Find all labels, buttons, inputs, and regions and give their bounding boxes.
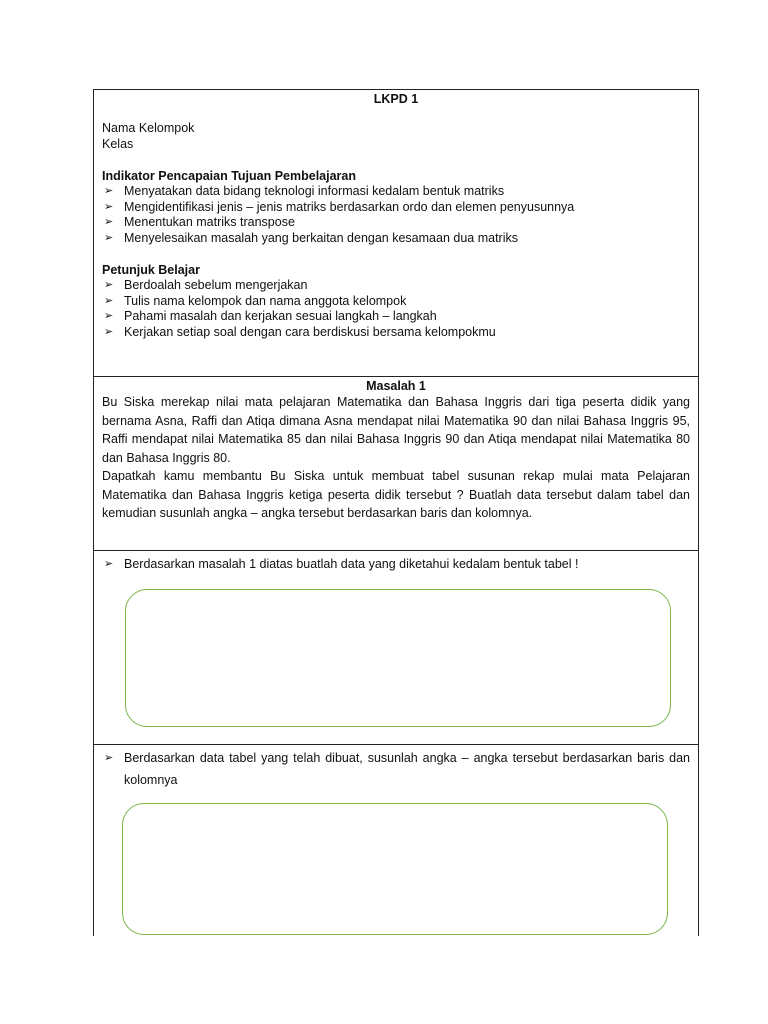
arrow-bullet-icon: ➢ (104, 279, 114, 291)
arrow-bullet-icon: ➢ (104, 558, 114, 570)
arrow-bullet-icon: ➢ (104, 325, 114, 338)
problem-section (94, 377, 698, 551)
answer-box-2[interactable] (122, 803, 668, 935)
problem-paragraph-2: Dapatkah kamu membantu Bu Siska untuk membuat tabel susunan rekap mulai mata Pelajaran Matematika dan Bahasa Inggris ketiga peserta didik tersebut ? Buatlah data tersebut dalam tabel dan kemudian susunlah angka – angka tersebut berdasarkan baris dan kolomnya. (102, 469, 690, 520)
problem-paragraph-1: Bu Siska merekap nilai mata pelajaran Matematika dan Bahasa Inggris dari tiga peserta didik yang bernama Asna, Raffi dan Atiqa dimana Asna mendapat nilai Matematika 90 dan nilai Bahasa Inggris 95, Raffi mendapat nilai Matematika 85 dan nilai Bahasa Inggris 90 dan Atiqa mendapat nilai Matematika 80 dan Bahasa Inggris 80. (102, 395, 690, 465)
list-item: ➢ Berdoalah sebelum mengerjakan (104, 278, 308, 292)
question-2-text: Berdasarkan data tabel yang telah dibuat, susunlah angka – angka tersebut berdasarkan baris dan kolomnya (124, 751, 690, 787)
list-item: ➢ Mengidentifikasi jenis – jenis matriks berdasarkan ordo dan elemen penyusunnya (104, 199, 575, 214)
arrow-bullet-icon: ➢ (104, 216, 114, 228)
worksheet-frame (93, 89, 699, 936)
instructions-list (102, 278, 690, 340)
list-item: ➢ Pahami masalah dan kerjakan sesuai langkah – langkah (104, 309, 437, 323)
worksheet-title: LKPD 1 (373, 92, 419, 106)
list-item: ➢ Kerjakan setiap soal dengan cara berdiskusi bersama kelompokmu (104, 324, 496, 339)
arrow-bullet-icon: ➢ (104, 231, 114, 244)
arrow-bullet-icon: ➢ (104, 752, 114, 764)
arrow-bullet-icon: ➢ (104, 200, 114, 213)
instructions-heading: Petunjuk Belajar (102, 263, 200, 277)
arrow-bullet-icon: ➢ (104, 310, 114, 322)
question-1 (94, 551, 698, 575)
question-1-section (94, 551, 698, 745)
answer-box-1[interactable] (125, 589, 671, 727)
group-name-label: Nama Kelompok (102, 121, 195, 135)
indicators-heading: Indikator Pencapaian Tujuan Pembelajaran (102, 169, 357, 183)
class-label: Kelas (102, 137, 134, 151)
problem-title: Masalah 1 (366, 379, 426, 393)
indicators-list (102, 184, 690, 246)
arrow-bullet-icon: ➢ (104, 294, 114, 307)
intro-section (94, 90, 698, 377)
question-2-section (94, 745, 698, 936)
list-item: ➢ Menentukan matriks transpose (104, 215, 295, 229)
list-item: ➢ Tulis nama kelompok dan nama anggota kelompok (104, 293, 407, 308)
question-2 (94, 745, 698, 791)
list-item: ➢ Menyatakan data bidang teknologi informasi kedalam bentuk matriks (104, 184, 505, 198)
arrow-bullet-icon: ➢ (104, 185, 114, 197)
list-item: ➢ Menyelesaikan masalah yang berkaitan dengan kesamaan dua matriks (104, 230, 518, 245)
question-1-text: Berdasarkan masalah 1 diatas buatlah data yang diketahui kedalam bentuk tabel ! (124, 557, 579, 571)
